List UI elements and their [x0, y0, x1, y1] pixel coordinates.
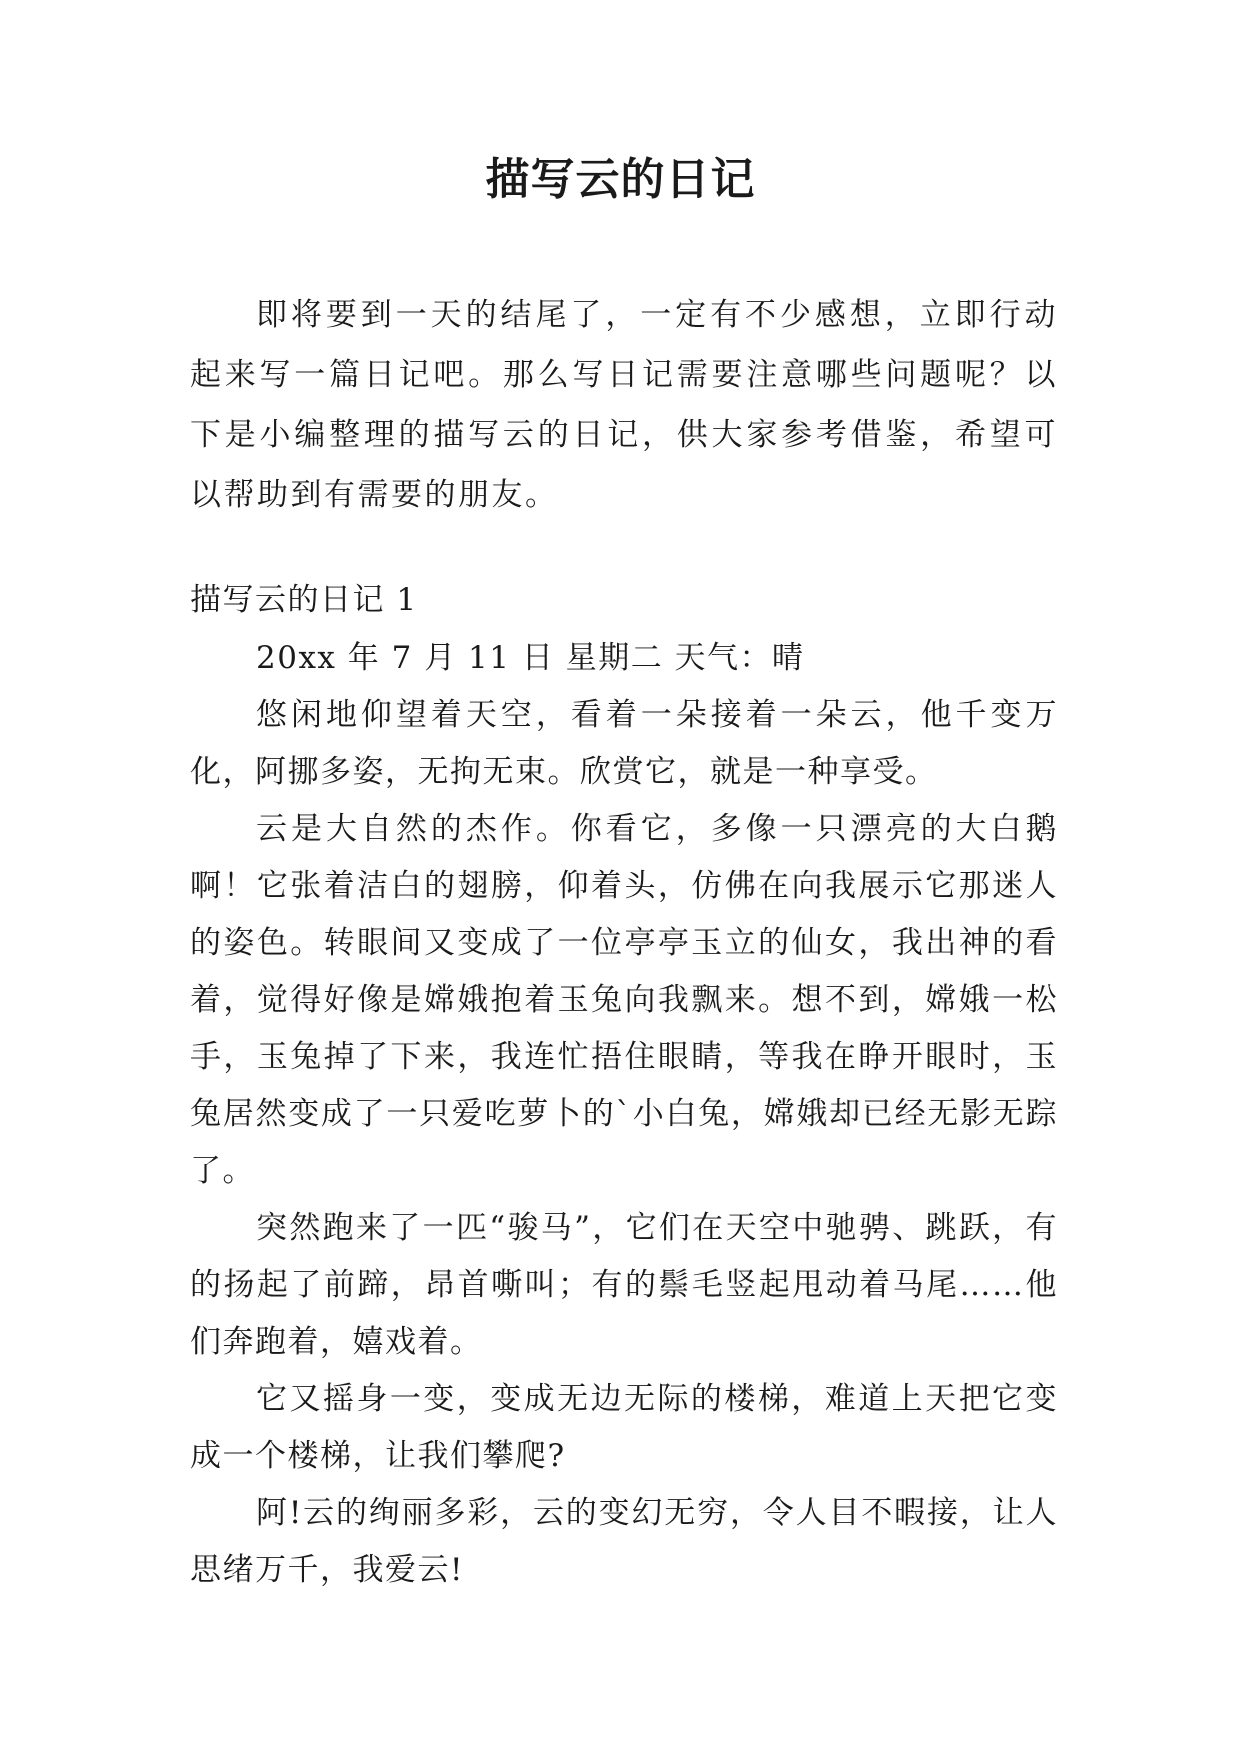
date-line: 20xx 年 7 月 11 日 星期二 天气：晴 — [256, 640, 805, 676]
body-paragraph: 突然跑来了一匹“骏马”，它们在天空中驰骋、跳跃，有的扬起了前蹄，昂首嘶叫；有的鬃毛竖起甩动着马尾……他们奔跑着，嬉戏着。 — [190, 1210, 1058, 1360]
section-title: 描写云的日记 1 — [190, 582, 418, 618]
document-body — [190, 285, 1058, 1599]
body-paragraph: 云是大自然的杰作。你看它，多像一只漂亮的大白鹅啊！它张着洁白的翅膀，仰着头，仿佛在向我展示它那迷人的姿色。转眼间又变成了一位亭亭玉立的仙女，我出神的看着，觉得好像是嫦娥抱着玉兔向我飘来。想不到，嫦娥一松手，玉兔掉了下来，我连忙捂住眼睛，等我在睁开眼时，玉兔居然变成了一只爱吃萝卜的`小白兔，嫦娥却已经无影无踪了。 — [190, 811, 1058, 1189]
body-paragraph: 它又摇身一变，变成无边无际的楼梯，难道上天把它变成一个楼梯，让我们攀爬? — [190, 1381, 1058, 1474]
intro-paragraph: 即将要到一天的结尾了，一定有不少感想，立即行动起来写一篇日记吧。那么写日记需要注意哪些问题呢？以下是小编整理的描写云的日记，供大家参考借鉴，希望可以帮助到有需要的朋友。 — [190, 297, 1058, 513]
body-paragraph: 阿!云的绚丽多彩，云的变幻无穷，令人目不暇接，让人思绪万千，我爱云! — [190, 1495, 1058, 1588]
document-title: 描写云的日记 — [485, 154, 756, 205]
body-paragraph: 悠闲地仰望着天空，看着一朵接着一朵云，他千变万化，阿挪多姿，无拘无束。欣赏它，就是一种享受。 — [190, 697, 1058, 790]
